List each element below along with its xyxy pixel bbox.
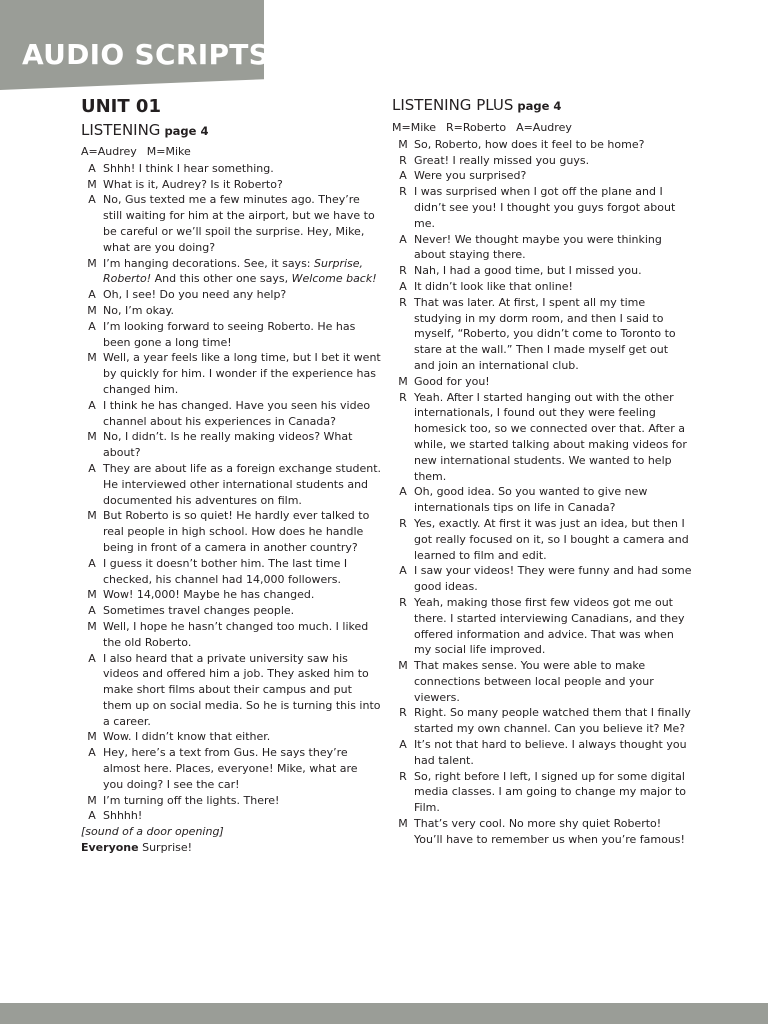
speaker-label: A bbox=[88, 398, 96, 412]
dialogue-line bbox=[81, 398, 381, 430]
listening-title: LISTENING bbox=[81, 121, 161, 139]
dialogue-line bbox=[81, 303, 381, 319]
speaker-label: A bbox=[399, 232, 407, 246]
speaker-label: R bbox=[399, 390, 407, 404]
line-text: Yes, exactly. At first it was just an idea, but then I got really focused on it, so I bought a camera and learned to film and edit. bbox=[414, 516, 689, 562]
final-line: Everyone Surprise! bbox=[81, 841, 193, 855]
speaker-label: M bbox=[87, 730, 97, 744]
dialogue-line bbox=[392, 769, 692, 816]
line-text: I was surprised when I got off the plane and I didn’t see you! I thought you guys forgot about me. bbox=[414, 185, 676, 230]
line-text: I guess it doesn’t bother him. The last time I checked, his channel had 14,000 followers. bbox=[103, 556, 348, 586]
speaker-label: M bbox=[87, 619, 97, 633]
line-text: Good for you! bbox=[414, 374, 490, 388]
dialogue-line bbox=[392, 737, 692, 769]
line-text: Oh, good idea. So you wanted to give new internationals tips on life in Canada? bbox=[414, 485, 648, 515]
line-text: I’m hanging decorations. See, it says: Surprise, Roberto! And this other one says, Welcome back! bbox=[103, 256, 377, 286]
speaker-label: A bbox=[88, 651, 96, 665]
dialogue-line bbox=[392, 153, 692, 169]
dialogue-line bbox=[81, 287, 381, 303]
speaker-label: A bbox=[88, 319, 96, 333]
speaker-label: A bbox=[88, 161, 96, 175]
line-text: Shhhh! bbox=[103, 809, 143, 823]
speaker-label: A bbox=[88, 604, 96, 618]
cast-list bbox=[81, 144, 381, 160]
speaker-label: A bbox=[399, 738, 407, 752]
speaker-label: M bbox=[87, 177, 97, 191]
cast-item: A=Audrey bbox=[81, 145, 137, 158]
speaker-label: M bbox=[398, 137, 408, 151]
sound-note: [sound of a door opening] bbox=[81, 825, 224, 839]
dialogue-line bbox=[392, 137, 692, 153]
dialogue-line bbox=[392, 279, 692, 295]
speaker-label: A bbox=[88, 556, 96, 570]
line-text: No, Gus texted me a few minutes ago. They’re still waiting for him at the airport, but we have to be careful or we’ll spoil the surprise. Hey, Mike, what are you doing? bbox=[103, 193, 375, 254]
dialogue-line bbox=[81, 461, 381, 508]
dialogue-line bbox=[81, 793, 381, 809]
speaker-label: A bbox=[88, 746, 96, 760]
line-text: It’s not that hard to believe. I always thought you had talent. bbox=[414, 738, 687, 767]
line-text: No, I didn’t. Is he really making videos? What about? bbox=[103, 430, 353, 460]
cast-item: A=Audrey bbox=[516, 121, 572, 134]
dialogue-line bbox=[81, 808, 381, 824]
listening-plus-title: LISTENING PLUS bbox=[392, 96, 514, 114]
speaker-label: R bbox=[399, 264, 407, 278]
dialogue-line bbox=[81, 161, 381, 177]
listening-page-ref: page 4 bbox=[164, 124, 209, 138]
line-text: What is it, Audrey? Is it Roberto? bbox=[103, 177, 283, 191]
page-title: AUDIO SCRIPTS bbox=[22, 38, 270, 71]
dialogue-line bbox=[392, 816, 692, 848]
line-text: It didn’t look like that online! bbox=[414, 279, 573, 293]
dialogue-line bbox=[392, 168, 692, 184]
speaker-label: M bbox=[398, 817, 408, 831]
line-text: Never! We thought maybe you were thinking about staying there. bbox=[414, 232, 662, 262]
dialogue-line bbox=[81, 587, 381, 603]
dialogue-line bbox=[392, 374, 692, 390]
cast-item: M=Mike bbox=[392, 121, 436, 134]
speaker-label: R bbox=[399, 769, 407, 783]
dialogue-line bbox=[81, 603, 381, 619]
dialogue-line bbox=[392, 295, 692, 374]
speaker-label: R bbox=[399, 185, 407, 199]
line-text: That was later. At first, I spent all my time studying in my dorm room, and then I said to myself, “Roberto, you didn’t come to Toronto to stare at the wall.” Then I made myself get out and join an international club. bbox=[414, 295, 676, 372]
line-text: That’s very cool. No more shy quiet Roberto! You’ll have to remember us when you’re famous! bbox=[414, 817, 685, 846]
dialogue-line bbox=[392, 232, 692, 264]
dialogue-line bbox=[392, 184, 692, 231]
footer-bar bbox=[0, 1003, 768, 1024]
line-text: I also heard that a private university saw his videos and offered him a job. They asked him to make short films about their campus and put them up on social media. So he is turning this into a career. bbox=[103, 651, 381, 728]
speaker-label: M bbox=[87, 793, 97, 807]
line-text: Wow. I didn’t know that either. bbox=[103, 730, 271, 744]
line-text: Yeah. After I started hanging out with the other internationals, I found out they were feeling homesick too, so we connected over that. After a while, we started talking about making videos for new international students. We wanted to help them. bbox=[414, 390, 687, 483]
dialogue-line bbox=[81, 256, 381, 288]
listening-plus-page-ref: page 4 bbox=[517, 99, 562, 113]
speaker-label: M bbox=[398, 374, 408, 388]
line-text: I saw your videos! They were funny and had some good ideas. bbox=[414, 564, 692, 594]
dialogue-list bbox=[81, 161, 381, 824]
speaker-label: M bbox=[87, 256, 97, 270]
line-text: That makes sense. You were able to make connections between local people and your viewers. bbox=[414, 659, 654, 704]
line-text: No, I’m okay. bbox=[103, 303, 174, 317]
speaker-label: A bbox=[88, 288, 96, 302]
line-text: Well, a year feels like a long time, but I bet it went by quickly for him. I wonder if the experience has changed him. bbox=[103, 351, 381, 396]
line-text: So, Roberto, how does it feel to be home? bbox=[414, 137, 645, 151]
speaker-label: M bbox=[398, 659, 408, 673]
line-text: Sometimes travel changes people. bbox=[103, 604, 295, 618]
dialogue-line bbox=[392, 484, 692, 516]
dialogue-line bbox=[392, 563, 692, 595]
line-text: So, right before I left, I signed up for some digital media classes. I am going to change my major to Film. bbox=[414, 769, 687, 815]
listening-plus-heading bbox=[392, 95, 692, 116]
dialogue-line bbox=[81, 508, 381, 555]
cast-list bbox=[392, 120, 692, 136]
line-text: Yeah, making those first few videos got me out there. I started interviewing Canadians, and they offered information and advice. That was when my social life improved. bbox=[414, 595, 685, 657]
line-text: They are about life as a foreign exchange student. He interviewed other international students and documented his adventures on film. bbox=[103, 461, 382, 507]
dialogue-line bbox=[392, 390, 692, 485]
unit-title: UNIT 01 bbox=[81, 96, 161, 117]
dialogue-list bbox=[392, 137, 692, 848]
line-text: I think he has changed. Have you seen his video channel about his experiences in Canada? bbox=[103, 398, 371, 428]
line-text: I’m turning off the lights. There! bbox=[103, 793, 280, 807]
line-text: Oh, I see! Do you need any help? bbox=[103, 288, 287, 302]
speaker-label: R bbox=[399, 595, 407, 609]
speaker-label: R bbox=[399, 706, 407, 720]
dialogue-line bbox=[81, 556, 381, 588]
dialogue-line bbox=[392, 658, 692, 705]
dialogue-line bbox=[392, 516, 692, 563]
speaker-label: A bbox=[399, 169, 407, 183]
line-text: But Roberto is so quiet! He hardly ever talked to real people in high school. How does he handle being in front of a camera in another country? bbox=[103, 509, 370, 554]
right-column bbox=[392, 95, 692, 848]
dialogue-line bbox=[81, 651, 381, 730]
dialogue-line bbox=[81, 319, 381, 351]
line-text: I’m looking forward to seeing Roberto. He has been gone a long time! bbox=[103, 319, 356, 349]
listening-heading bbox=[81, 120, 381, 141]
line-text: Right. So many people watched them that I finally started my own channel. Can you believe it? Me? bbox=[414, 706, 691, 736]
line-text: Were you surprised? bbox=[414, 169, 527, 183]
dialogue-line bbox=[81, 619, 381, 651]
left-column bbox=[81, 96, 381, 856]
speaker-label: A bbox=[88, 193, 96, 207]
cast-item: R=Roberto bbox=[446, 121, 507, 134]
speaker-label: M bbox=[87, 588, 97, 602]
speaker-label: A bbox=[399, 279, 407, 293]
line-text: Wow! 14,000! Maybe he has changed. bbox=[103, 588, 315, 602]
speaker-label: R bbox=[399, 153, 407, 167]
dialogue-line bbox=[81, 429, 381, 461]
dialogue-line bbox=[81, 729, 381, 745]
line-text: Well, I hope he hasn’t changed too much. I liked the old Roberto. bbox=[103, 619, 369, 649]
dialogue-line bbox=[81, 192, 381, 255]
speaker-label: A bbox=[88, 809, 96, 823]
speaker-label: A bbox=[399, 485, 407, 499]
speaker-label: R bbox=[399, 295, 407, 309]
speaker-label: M bbox=[87, 303, 97, 317]
speaker-label: M bbox=[87, 509, 97, 523]
dialogue-line bbox=[81, 177, 381, 193]
line-text: Hey, here’s a text from Gus. He says they’re almost here. Places, everyone! Mike, what are you doing? I see the car! bbox=[103, 746, 358, 791]
line-text: Nah, I had a good time, but I missed you. bbox=[414, 264, 642, 278]
dialogue-line bbox=[392, 263, 692, 279]
dialogue-line bbox=[392, 705, 692, 737]
dialogue-line bbox=[81, 350, 381, 397]
cast-item: M=Mike bbox=[146, 145, 191, 158]
dialogue-line bbox=[81, 745, 381, 792]
line-text: Shhh! I think I hear something. bbox=[103, 161, 274, 175]
speaker-label: R bbox=[399, 516, 407, 530]
speaker-label: A bbox=[88, 461, 96, 475]
dialogue-line bbox=[392, 595, 692, 658]
line-text: Great! I really missed you guys. bbox=[414, 153, 590, 167]
speaker-label: A bbox=[399, 564, 407, 578]
speaker-label: M bbox=[87, 430, 97, 444]
speaker-label: M bbox=[87, 351, 97, 365]
